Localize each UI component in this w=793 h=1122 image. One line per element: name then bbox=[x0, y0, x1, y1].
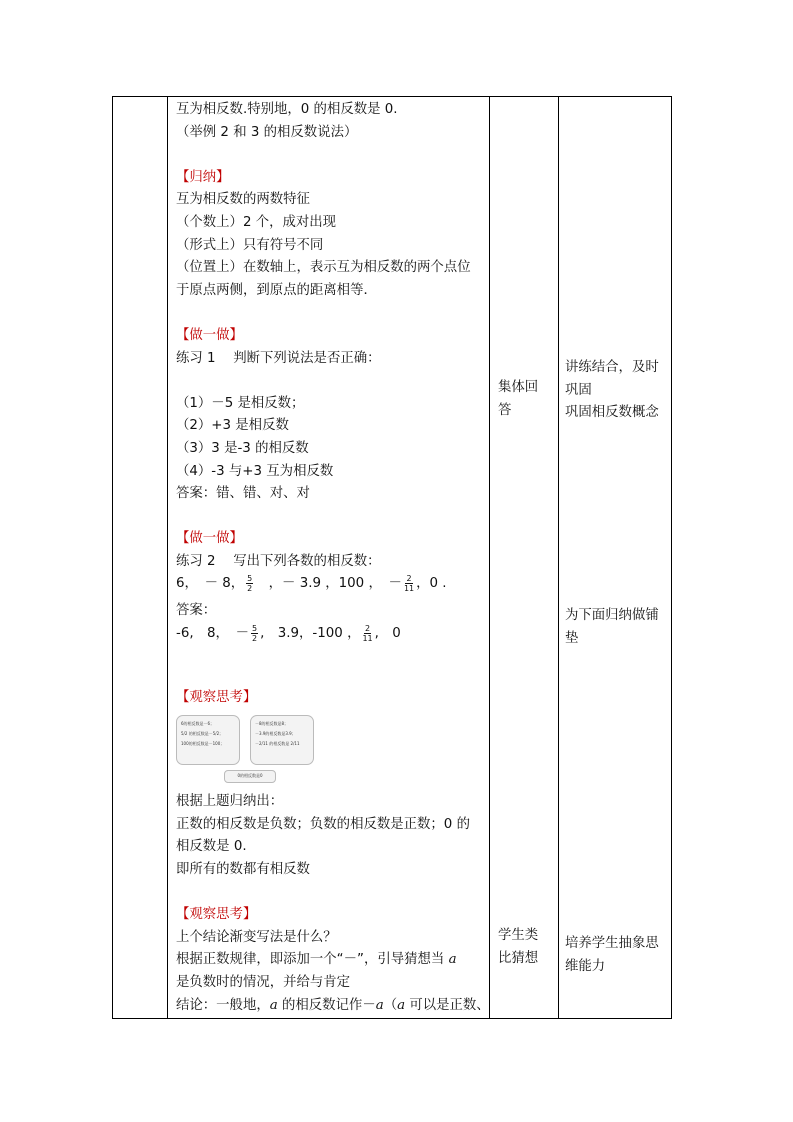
fraction: $\frac{2}{11}$ bbox=[362, 623, 373, 643]
text-line: 于原点两侧，到原点的距离相等． bbox=[176, 282, 377, 298]
student-activity-1: 集体回 答 bbox=[498, 380, 539, 418]
speech-bubble-bottom: 0的相反数是0 bbox=[224, 770, 276, 783]
speech-bubble-left: 6的相反数是－6； 5/2 的相反数是－5/2； 100的相反数是－100； bbox=[176, 715, 240, 765]
exercise-item: （3）3 是-3 的相反数 bbox=[176, 440, 309, 456]
speech-bubble-right: －8的相反数是8； －3.9的相反数是3.9； －2/11 的相反数是 2/11 bbox=[250, 715, 314, 765]
fraction: $\frac{2}{11}$ bbox=[403, 573, 415, 593]
text-line: 互为相反数的两数特征 bbox=[176, 192, 310, 208]
fraction: $\frac{5}{2}$ bbox=[247, 573, 253, 593]
text-line: （个数上）2 个，成对出现 bbox=[176, 214, 337, 230]
section-heading-observe: 【观察思考】 bbox=[176, 689, 257, 705]
text-line: 结论：一般地，a 的相反数记作－a（a 可以是正数、 bbox=[176, 997, 490, 1013]
exercise-1-title: 练习 1 判断下列说法是否正确： bbox=[176, 350, 381, 366]
observation-figure bbox=[176, 715, 326, 791]
text-line: 即所有的数都有相反数 bbox=[176, 862, 310, 878]
design-intent-2: 为下面归纳做铺 垫 bbox=[565, 608, 659, 646]
text-line: （举例 2 和 3 的相反数说法） bbox=[176, 124, 358, 140]
fraction: $\frac{5}{2}$ bbox=[252, 623, 258, 643]
text-line: 是负数时的情况，并给与肯定 bbox=[176, 975, 351, 990]
text-line: 正数的相反数是负数；负数的相反数是正数；0 的 bbox=[176, 816, 470, 832]
column-divider-1 bbox=[167, 97, 168, 1018]
exercise-item: （1）－5 是相反数； bbox=[176, 395, 305, 411]
exercise-item: （4）-3 与+3 互为相反数 bbox=[176, 463, 334, 479]
section-heading-zuoyizuo: 【做一做】 bbox=[176, 531, 243, 547]
column-divider-3 bbox=[558, 97, 559, 1018]
text-line: （形式上）只有符号不同 bbox=[176, 237, 324, 253]
exercise-2-answer: -6, 8， － $\frac{5}{2}$ , 3.9，-100 ， $\frac{2}{11}$ , 0 bbox=[176, 623, 401, 643]
text-line: 互为相反数.特别地，0 的相反数是 0. bbox=[176, 102, 398, 117]
section-heading-zuoyizuo: 【做一做】 bbox=[176, 327, 243, 343]
section-heading-guina: 【归纳】 bbox=[176, 169, 230, 185]
exercise-1-answer: 答案：错、错、对、对 bbox=[176, 486, 310, 502]
student-activity-2: 学生类 比猜想 bbox=[498, 928, 539, 966]
answer-label: 答案： bbox=[176, 603, 217, 619]
design-intent-3: 培养学生抽象思 维能力 bbox=[565, 936, 659, 974]
teaching-content-column bbox=[176, 99, 491, 1017]
lesson-table bbox=[112, 96, 672, 1019]
text-line: 上个结论渐变写法是什么？ bbox=[176, 929, 337, 945]
text-line: 相反数是 0. bbox=[176, 839, 247, 855]
text-line: 根据上题归纳出： bbox=[176, 794, 284, 810]
exercise-2-title: 练习 2 写出下列各数的相反数： bbox=[176, 553, 381, 569]
text-line: （位置上）在数轴上，表示互为相反数的两个点位 bbox=[176, 260, 471, 276]
design-intent-1: 讲练结合，及时 巩固 巩固相反数概念 bbox=[565, 360, 659, 421]
text-line: 根据正数规律，即添加一个“－”，引导猜想当 a bbox=[176, 952, 457, 968]
exercise-2-numbers: 6， － 8， $\frac{5}{2}$ ，－ 3.9 ，100 ， － $\frac{2}{11}$ ，0 . bbox=[176, 573, 447, 593]
section-heading-observe: 【观察思考】 bbox=[176, 907, 257, 923]
exercise-item: （2）+3 是相反数 bbox=[176, 418, 289, 434]
